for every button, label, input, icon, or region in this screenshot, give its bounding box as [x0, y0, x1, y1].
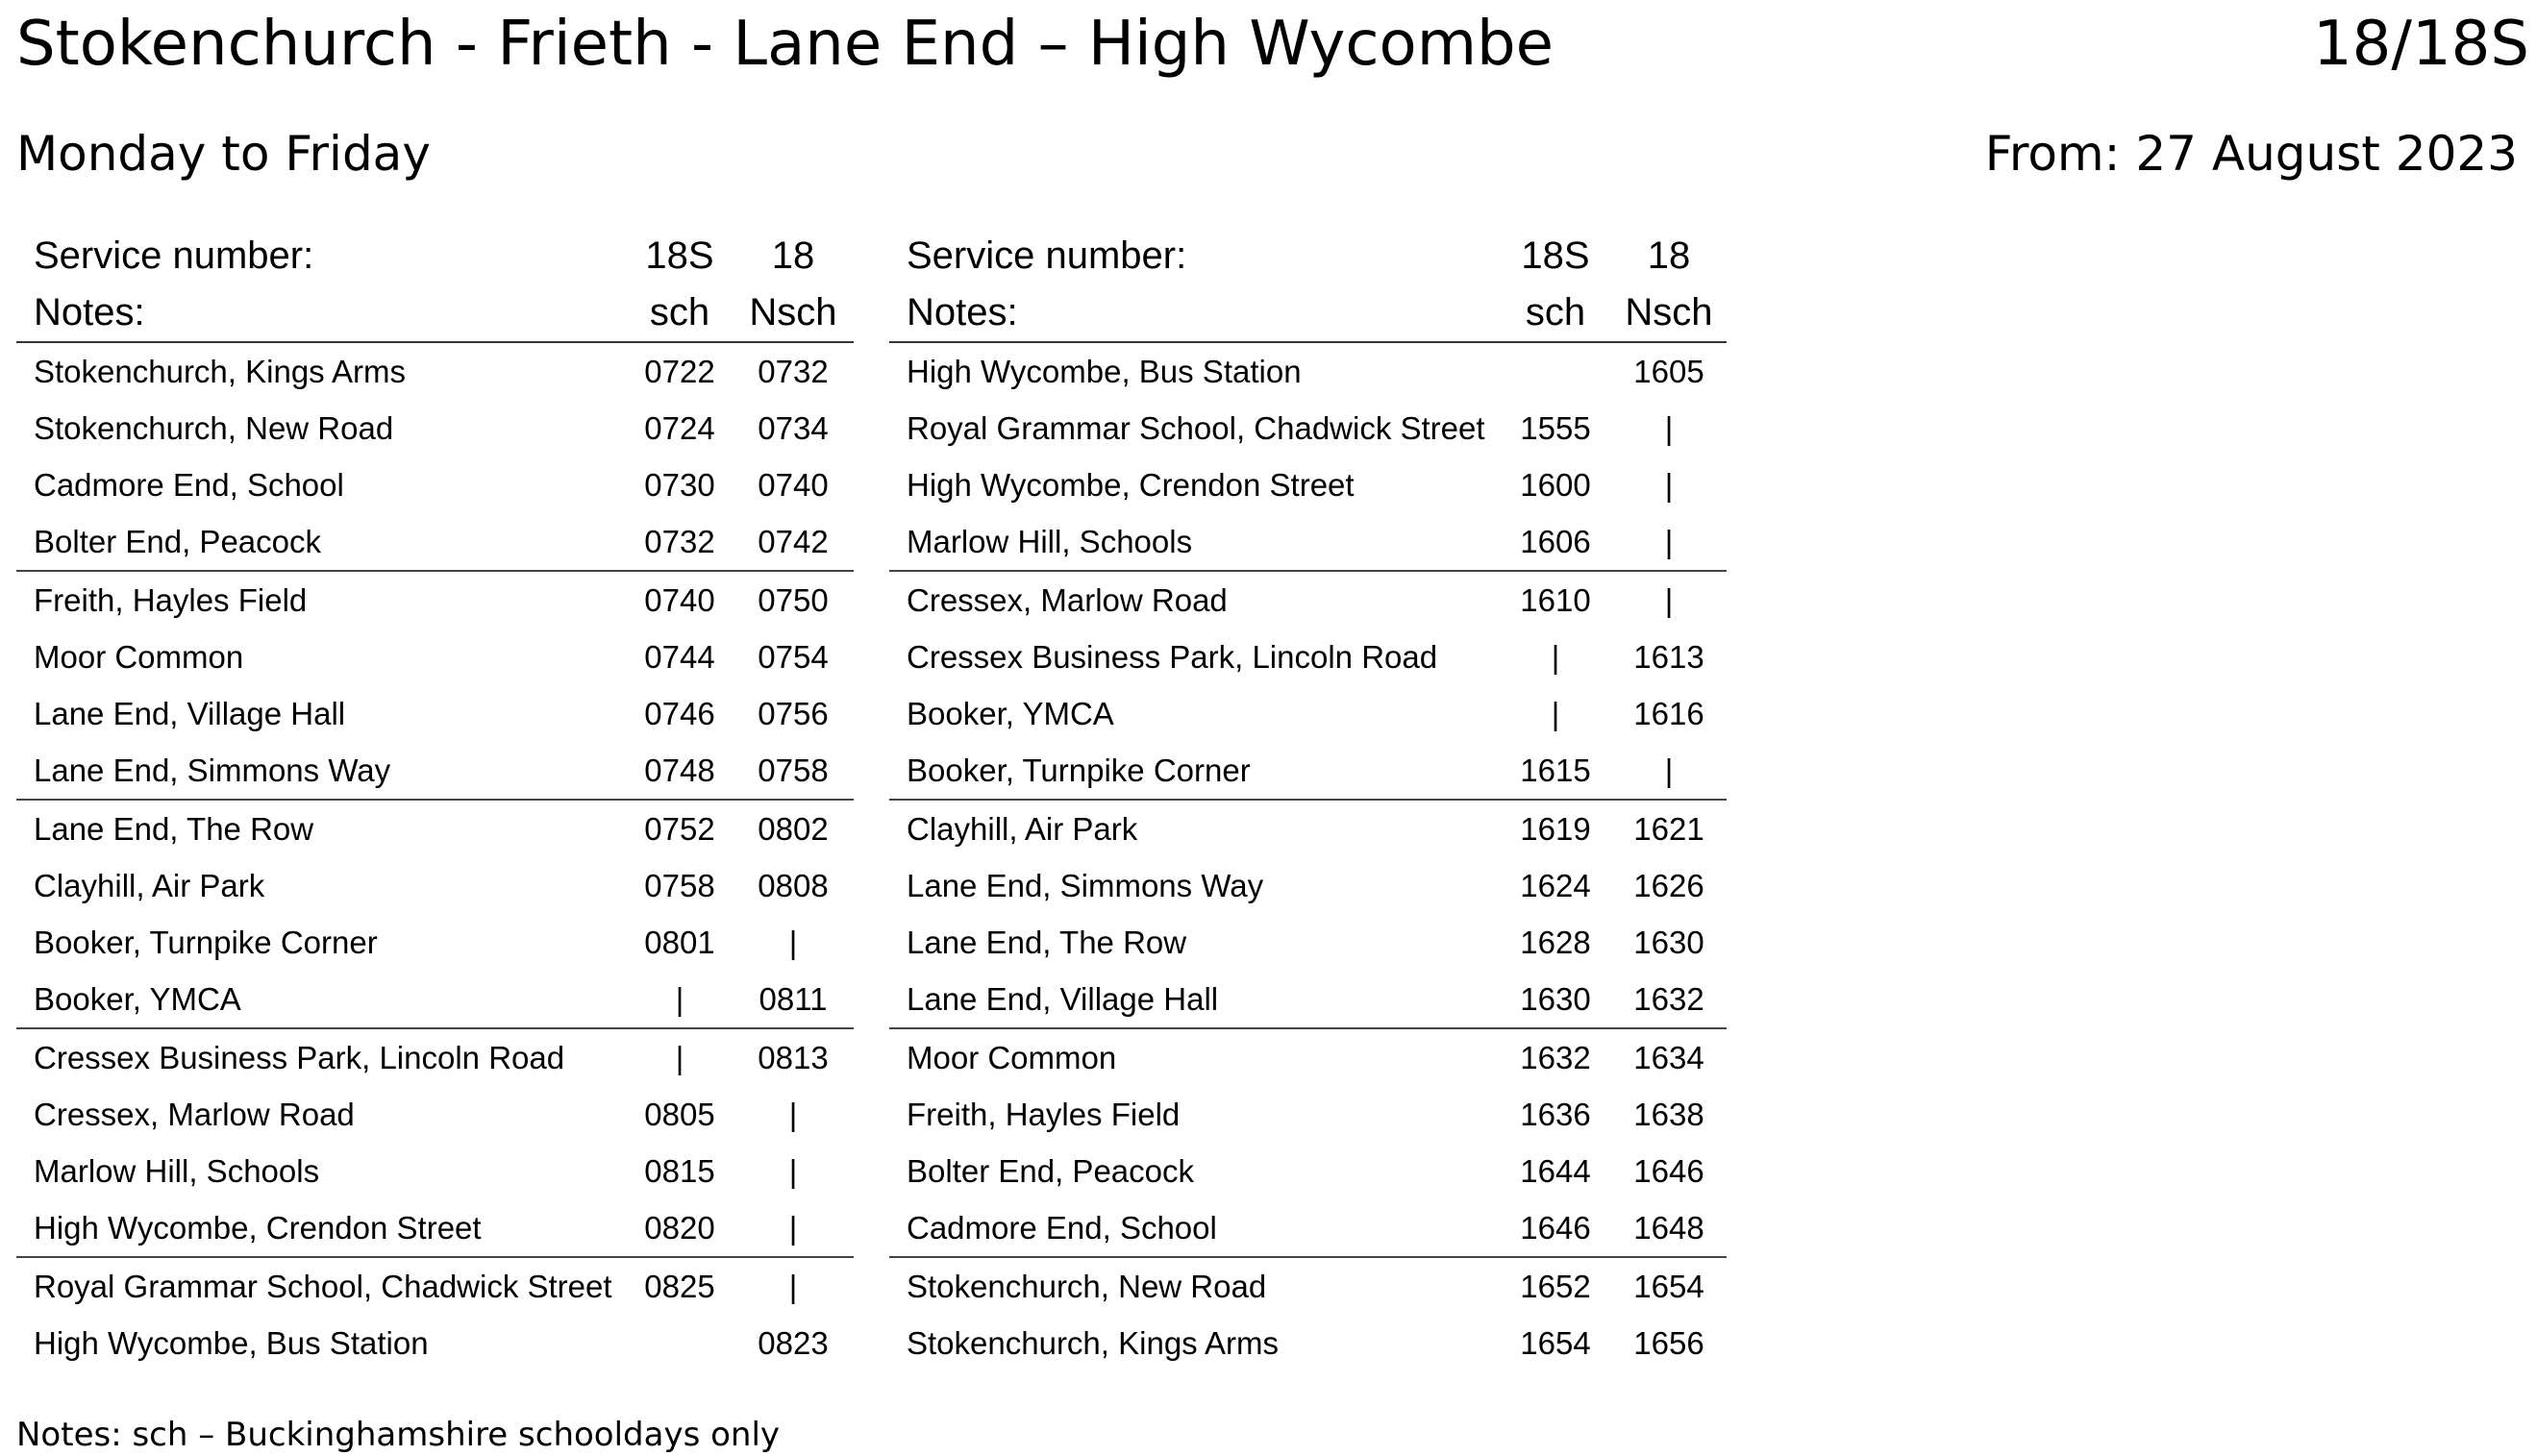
- stop-name: Stokenchurch, Kings Arms: [907, 1325, 1280, 1361]
- stop-name: Lane End, The Row: [907, 925, 1187, 960]
- service-number-label: Service number:: [907, 234, 1187, 277]
- time-18: |: [1664, 753, 1674, 788]
- table-row: [889, 343, 1727, 400]
- time-18: 0740: [758, 467, 829, 503]
- time-18: |: [1664, 410, 1674, 446]
- time-18s: 1619: [1520, 811, 1591, 847]
- service-number-18: 18: [1647, 234, 1691, 277]
- stop-name: Freith, Hayles Field: [34, 582, 308, 618]
- table-row: [889, 1258, 1727, 1315]
- time-18s: 0724: [644, 410, 715, 446]
- stop-name: Marlow Hill, Schools: [907, 524, 1193, 559]
- time-18: 0734: [758, 410, 829, 446]
- table-row: [889, 1086, 1727, 1143]
- table-row: [16, 914, 854, 971]
- table-row: [889, 685, 1727, 742]
- table-row: [16, 685, 854, 742]
- time-18: 0802: [758, 811, 829, 847]
- time-18: 0823: [758, 1325, 829, 1361]
- table-row: [889, 1315, 1727, 1371]
- time-18: 0754: [758, 639, 829, 675]
- table-row: [16, 1143, 854, 1199]
- time-18s: |: [1551, 696, 1560, 731]
- stop-name: Cressex, Marlow Road: [907, 582, 1228, 618]
- stop-name: Royal Grammar School, Chadwick Street: [34, 1269, 612, 1304]
- time-18s: 0740: [644, 582, 715, 618]
- timetable-body: [889, 343, 1727, 1371]
- stop-name: Royal Grammar School, Chadwick Street: [907, 410, 1485, 446]
- time-18: 1616: [1633, 696, 1704, 731]
- stop-name: Booker, YMCA: [907, 696, 1114, 731]
- stop-name: Lane End, The Row: [34, 811, 314, 847]
- time-18s: 0815: [644, 1153, 715, 1189]
- service-number-row: [16, 228, 854, 284]
- stop-name: Booker, Turnpike Corner: [34, 925, 378, 960]
- time-18: |: [788, 1269, 798, 1304]
- notes-row: [889, 284, 1727, 343]
- time-18s: 1630: [1520, 981, 1591, 1017]
- time-18: 1648: [1633, 1210, 1704, 1246]
- service-number-18: 18: [771, 234, 815, 277]
- service-number-row: [889, 228, 1727, 284]
- time-18s: 0744: [644, 639, 715, 675]
- operating-days: Monday to Friday: [16, 126, 431, 182]
- stop-name: Moor Common: [907, 1040, 1117, 1075]
- stop-name: Booker, Turnpike Corner: [907, 753, 1251, 788]
- stop-name: Cressex Business Park, Lincoln Road: [34, 1040, 565, 1075]
- time-18: 1605: [1633, 354, 1704, 389]
- time-18: |: [1664, 524, 1674, 559]
- stop-name: Cressex, Marlow Road: [34, 1097, 355, 1132]
- time-18s: 0805: [644, 1097, 715, 1132]
- stop-name: Clayhill, Air Park: [34, 868, 265, 903]
- time-18s: 1606: [1520, 524, 1591, 559]
- stop-name: Marlow Hill, Schools: [34, 1153, 320, 1189]
- time-18s: 0730: [644, 467, 715, 503]
- time-18s: 1628: [1520, 925, 1591, 960]
- stop-name: Lane End, Village Hall: [34, 696, 346, 731]
- stop-name: Bolter End, Peacock: [907, 1153, 1194, 1189]
- time-18s: 0722: [644, 354, 715, 389]
- stop-name: High Wycombe, Crendon Street: [34, 1210, 482, 1246]
- table-row: [16, 1086, 854, 1143]
- stop-name: Lane End, Simmons Way: [907, 868, 1264, 903]
- stop-name: Cadmore End, School: [907, 1210, 1217, 1246]
- time-18: |: [788, 1097, 798, 1132]
- table-row: [16, 343, 854, 400]
- table-row: [16, 801, 854, 857]
- table-row: [16, 1258, 854, 1315]
- table-row: [16, 971, 854, 1029]
- time-18: 0811: [759, 981, 828, 1017]
- time-18s: |: [675, 981, 684, 1017]
- time-18s: 0732: [644, 524, 715, 559]
- service-number-18s: 18S: [645, 234, 714, 277]
- time-18: 1646: [1633, 1153, 1704, 1189]
- time-18s: 0825: [644, 1269, 715, 1304]
- page-title: Stokenchurch - Frieth - Lane End – High Wycombe: [16, 9, 1555, 80]
- stop-name: Stokenchurch, New Road: [907, 1269, 1267, 1304]
- effective-date: From: 27 August 2023: [1984, 126, 2518, 182]
- time-18: 1634: [1633, 1040, 1704, 1075]
- table-row: [16, 1199, 854, 1258]
- table-row: [889, 400, 1727, 457]
- table-row: [16, 742, 854, 801]
- stop-name: Bolter End, Peacock: [34, 524, 321, 559]
- time-18: |: [788, 1153, 798, 1189]
- service-number-label: Service number:: [34, 234, 314, 277]
- time-18: 1613: [1633, 639, 1704, 675]
- table-row: [889, 914, 1727, 971]
- table-row: [16, 629, 854, 685]
- notes-label: Notes:: [34, 291, 145, 333]
- table-row: [889, 1029, 1727, 1086]
- table-row: [16, 513, 854, 572]
- stop-name: Freith, Hayles Field: [907, 1097, 1181, 1132]
- time-18: 1656: [1633, 1325, 1704, 1361]
- note-nsch: Nsch: [749, 291, 837, 333]
- time-18: 1630: [1633, 925, 1704, 960]
- time-18s: 1624: [1520, 868, 1591, 903]
- route-number: 18/18S: [2312, 9, 2529, 80]
- time-18s: 1615: [1520, 753, 1591, 788]
- time-18s: 1632: [1520, 1040, 1591, 1075]
- table-row: [889, 801, 1727, 857]
- stop-name: High Wycombe, Bus Station: [34, 1325, 429, 1361]
- time-18: 1638: [1633, 1097, 1704, 1132]
- time-18s: 0752: [644, 811, 715, 847]
- time-18: 0808: [758, 868, 829, 903]
- note-nsch: Nsch: [1625, 291, 1713, 333]
- time-18s: 1610: [1520, 582, 1591, 618]
- time-18s: 0748: [644, 753, 715, 788]
- table-row: [16, 457, 854, 513]
- stop-name: Lane End, Simmons Way: [34, 753, 391, 788]
- table-row: [889, 572, 1727, 629]
- time-18: 1632: [1633, 981, 1704, 1017]
- time-18s: 1555: [1520, 410, 1591, 446]
- stop-name: Moor Common: [34, 639, 244, 675]
- table-row: [16, 572, 854, 629]
- timetable-outbound: [16, 228, 854, 1371]
- table-row: [889, 513, 1727, 572]
- service-number-18s: 18S: [1521, 234, 1590, 277]
- stop-name: Stokenchurch, New Road: [34, 410, 394, 446]
- note-sch: sch: [649, 291, 710, 333]
- time-18: |: [788, 925, 798, 960]
- time-18: 0756: [758, 696, 829, 731]
- time-18s: 0820: [644, 1210, 715, 1246]
- table-row: [16, 857, 854, 914]
- notes-row: [16, 284, 854, 343]
- note-sch: sch: [1525, 291, 1586, 333]
- stop-name: Lane End, Village Hall: [907, 981, 1219, 1017]
- time-18s: 0746: [644, 696, 715, 731]
- stop-name: Clayhill, Air Park: [907, 811, 1138, 847]
- notes-label: Notes:: [907, 291, 1018, 333]
- time-18: 0813: [758, 1040, 829, 1075]
- time-18: 0742: [758, 524, 829, 559]
- table-row: [889, 1199, 1727, 1258]
- time-18s: |: [675, 1040, 684, 1075]
- table-row: [16, 1315, 854, 1371]
- time-18: 0750: [758, 582, 829, 618]
- time-18s: 1636: [1520, 1097, 1591, 1132]
- time-18s: 1600: [1520, 467, 1591, 503]
- table-row: [16, 1029, 854, 1086]
- time-18s: 1652: [1520, 1269, 1591, 1304]
- stop-name: Cadmore End, School: [34, 467, 344, 503]
- time-18s: 0758: [644, 868, 715, 903]
- time-18: 0758: [758, 753, 829, 788]
- footnote: Notes: sch – Buckinghamshire schooldays only: [16, 1416, 781, 1454]
- table-row: [889, 857, 1727, 914]
- time-18s: 0801: [644, 925, 715, 960]
- time-18s: 1644: [1520, 1153, 1591, 1189]
- time-18s: 1646: [1520, 1210, 1591, 1246]
- stop-name: Cressex Business Park, Lincoln Road: [907, 639, 1438, 675]
- timetable-body: [16, 343, 854, 1371]
- table-row: [889, 1143, 1727, 1199]
- stop-name: High Wycombe, Crendon Street: [907, 467, 1355, 503]
- time-18: |: [788, 1210, 798, 1246]
- timetable-inbound: [889, 228, 1727, 1371]
- time-18s: |: [1551, 639, 1560, 675]
- table-row: [889, 742, 1727, 801]
- table-row: [889, 457, 1727, 513]
- table-row: [889, 971, 1727, 1029]
- stop-name: Stokenchurch, Kings Arms: [34, 354, 407, 389]
- table-row: [16, 400, 854, 457]
- time-18: 0732: [758, 354, 829, 389]
- time-18: 1626: [1633, 868, 1704, 903]
- time-18: 1654: [1633, 1269, 1704, 1304]
- time-18: |: [1664, 582, 1674, 618]
- time-18s: 1654: [1520, 1325, 1591, 1361]
- stop-name: High Wycombe, Bus Station: [907, 354, 1302, 389]
- time-18: 1621: [1633, 811, 1704, 847]
- table-row: [889, 629, 1727, 685]
- stop-name: Booker, YMCA: [34, 981, 241, 1017]
- time-18: |: [1664, 467, 1674, 503]
